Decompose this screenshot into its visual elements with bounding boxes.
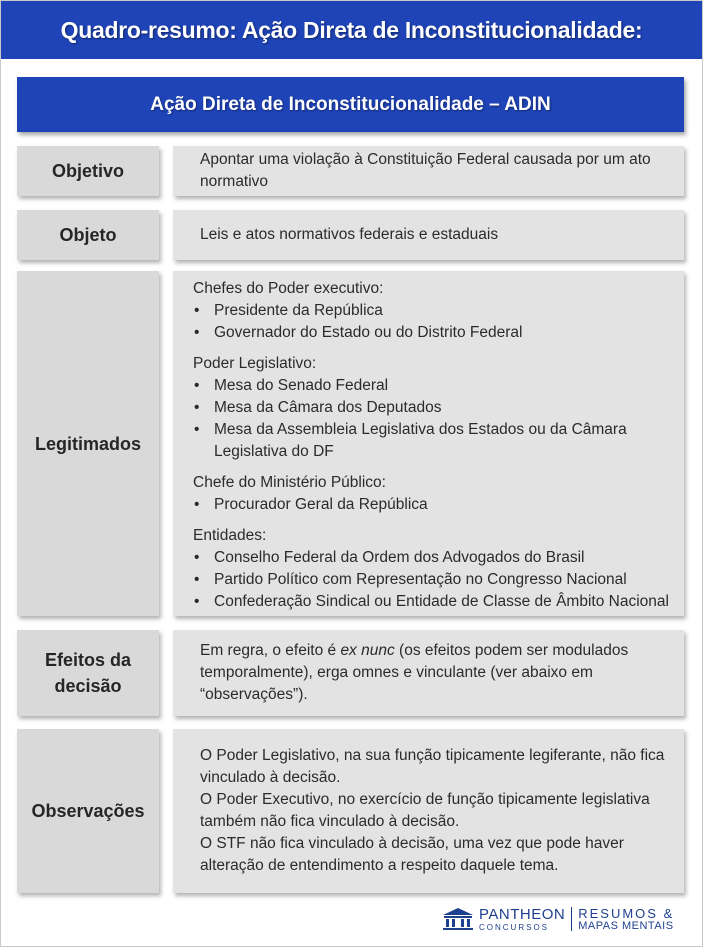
legitimados-group (193, 353, 672, 463)
legitimados-group (193, 525, 672, 613)
efeitos-text-start: Em regra, o efeito é (200, 642, 341, 659)
list-item: • Confederação Sindical ou Entidade de Classe de Âmbito Nacional (193, 591, 672, 613)
logo-name: PANTHEON (479, 905, 566, 923)
observacoes-text (200, 745, 672, 877)
observacao-paragraph: O STF não fica vinculado à decisão, uma vez que pode haver alteração de entendimento a respeito daquele tema. (200, 835, 624, 874)
observacoes-content (173, 729, 684, 893)
list-item: • Mesa da Câmara dos Deputados (193, 397, 672, 419)
efeitos-text (200, 640, 672, 706)
efeitos-label-text: Efeitos da decisão (44, 650, 132, 696)
group-heading: Chefes do Poder executivo: (193, 280, 384, 297)
list-item: • Presidente da República (193, 300, 672, 322)
list-item: • Partido Político com Representação no Congresso Nacional (193, 569, 672, 591)
section-title (17, 77, 684, 132)
group-list (193, 494, 672, 516)
observacoes-label (17, 729, 159, 893)
list-item: • Mesa da Assembleia Legislativa dos Estados ou da Câmara Legislativa do DF (193, 419, 672, 463)
legitimados-label (17, 271, 159, 616)
logo-tagline (578, 907, 674, 932)
logo-divider (571, 907, 572, 931)
group-list (193, 300, 672, 344)
observacao-paragraph: O Poder Executivo, no exercício de função tipicamente legislativa também não fica vinculado à decisão. (200, 791, 650, 830)
objetivo-text: Apontar uma violação à Constituição Federal causada por um ato normativo (200, 151, 651, 190)
objetivo-label (17, 146, 159, 196)
logo-tagline-line2: MAPAS MENTAIS (578, 919, 674, 932)
list-item: • Conselho Federal da Ordem dos Advogados do Brasil (193, 547, 672, 569)
temple-icon (441, 907, 475, 931)
logo-wordmark (479, 907, 565, 932)
objeto-label (17, 210, 159, 260)
objeto-content (173, 210, 684, 260)
group-heading: Entidades: (193, 527, 267, 544)
logo-sub: CONCURSOS (479, 922, 550, 932)
efeitos-label (17, 630, 159, 716)
list-item: • Mesa do Senado Federal (193, 375, 672, 397)
observacao-paragraph: O Poder Legislativo, na sua função tipicamente legiferante, não fica vinculado à decisão. (200, 747, 665, 786)
group-list (193, 547, 672, 613)
efeitos-content (173, 630, 684, 716)
page-title (1, 1, 702, 59)
logo-tagline-line1: RESUMOS & (578, 905, 675, 921)
observacoes-label-text: Observações (31, 801, 145, 821)
pantheon-logo (441, 905, 687, 933)
group-heading: Poder Legislativo: (193, 355, 317, 372)
section-title-text: Ação Direta de Inconstitucionalidade – ADIN (150, 93, 551, 115)
group-list (193, 375, 672, 463)
legitimados-group (193, 278, 672, 344)
list-item: • Governador do Estado ou do Distrito Federal (193, 322, 672, 344)
efeitos-text-end: (os efeitos podem ser modulados temporalmente), erga omnes e vinculante (ver abaixo em “observações”). (200, 642, 629, 703)
objeto-text: Leis e atos normativos federais e estaduais (200, 226, 499, 243)
objeto-label-text: Objeto (59, 225, 117, 245)
legitimados-content (173, 271, 684, 616)
efeitos-text-italic: ex nunc (340, 642, 395, 659)
legitimados-label-text: Legitimados (34, 433, 141, 454)
objetivo-label-text: Objetivo (51, 161, 124, 181)
page-title-text: Quadro-resumo: Ação Direta de Inconstitucionalidade: (60, 16, 643, 43)
legitimados-group (193, 472, 672, 516)
list-item: • Procurador Geral da República (193, 494, 672, 516)
group-heading: Chefe do Ministério Público: (193, 474, 386, 491)
objetivo-content (173, 146, 684, 196)
